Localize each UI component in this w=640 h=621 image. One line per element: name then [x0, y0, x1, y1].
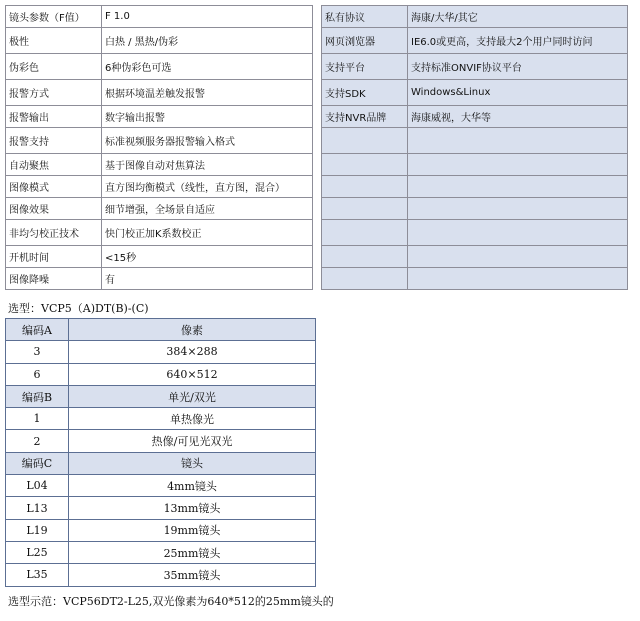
column-gap [313, 54, 322, 80]
spec-value: 数字输出报警 [102, 106, 313, 128]
code-value: 6 [6, 363, 69, 385]
spec-label: 图像模式 [6, 176, 102, 198]
code-description: 19mm镜头 [69, 519, 316, 541]
spec-value: 快门校正加K系数校正 [102, 220, 313, 246]
spec-table [5, 5, 628, 290]
code-row [6, 341, 316, 363]
spec-value: 有 [102, 268, 313, 290]
code-row [6, 475, 316, 497]
spec-row [6, 6, 628, 28]
spec-row [6, 176, 628, 198]
spec-row [6, 246, 628, 268]
code-description: 640×512 [69, 363, 316, 385]
code-value: 1 [6, 408, 69, 430]
column-gap [313, 6, 322, 28]
spec-value: 6种伪彩色可选 [102, 54, 313, 80]
code-value: L35 [6, 564, 69, 586]
spec-value-right: Windows&Linux [408, 80, 628, 106]
code-description: 热像/可见光双光 [69, 430, 316, 452]
spec-value: 基于图像自动对焦算法 [102, 154, 313, 176]
spec-value: 细节增强，全场景自适应 [102, 198, 313, 220]
code-description: 4mm镜头 [69, 475, 316, 497]
code-header-cell: 镜头 [69, 452, 316, 474]
spec-row [6, 198, 628, 220]
column-gap [313, 220, 322, 246]
code-row [6, 564, 316, 586]
code-header-cell: 像素 [69, 319, 316, 341]
spec-value-right [408, 246, 628, 268]
code-value: L13 [6, 497, 69, 519]
code-description: 35mm镜头 [69, 564, 316, 586]
column-gap [313, 106, 322, 128]
column-gap [313, 154, 322, 176]
spec-label: 自动聚焦 [6, 154, 102, 176]
code-description: 单热像光 [69, 408, 316, 430]
spec-label: 报警支持 [6, 128, 102, 154]
column-gap [313, 176, 322, 198]
spec-value: <15秒 [102, 246, 313, 268]
spec-value-right [408, 154, 628, 176]
code-row [6, 363, 316, 385]
code-header-cell: 单光/双光 [69, 385, 316, 407]
spec-value-right [408, 198, 628, 220]
model-selection-label: 选型：VCP5（A)DT(B)-(C) [8, 302, 149, 315]
model-code-table [5, 318, 316, 587]
column-gap [313, 80, 322, 106]
spec-row [6, 268, 628, 290]
code-value: L04 [6, 475, 69, 497]
spec-value-right [408, 176, 628, 198]
spec-value: 标准视频服务器报警输入格式 [102, 128, 313, 154]
spec-value-right [408, 128, 628, 154]
spec-label-right [322, 198, 408, 220]
spec-label: 报警方式 [6, 80, 102, 106]
spec-label: 镜头参数（F值） [6, 6, 102, 28]
code-description: 13mm镜头 [69, 497, 316, 519]
code-value: 3 [6, 341, 69, 363]
spec-label-right: 支持SDK [322, 80, 408, 106]
code-header-row [6, 319, 316, 341]
spec-value-right [408, 220, 628, 246]
spec-value: 根据环境温差触发报警 [102, 80, 313, 106]
code-row [6, 408, 316, 430]
spec-label-right: 网页浏览器 [322, 28, 408, 54]
code-header-cell: 编码A [6, 319, 69, 341]
spec-value-right: 海康威视，大华等 [408, 106, 628, 128]
column-gap [313, 268, 322, 290]
spec-value: 直方图均衡模式（线性，直方图，混合） [102, 176, 313, 198]
spec-row [6, 106, 628, 128]
spec-row [6, 54, 628, 80]
model-example-label: 选型示范：VCP56DT2-L25,双光像素为640*512的25mm镜头的 [8, 595, 334, 608]
spec-row [6, 28, 628, 54]
spec-value-right: IE6.0或更高，支持最大2个用户同时访问 [408, 28, 628, 54]
spec-label-right [322, 154, 408, 176]
code-header-cell: 编码B [6, 385, 69, 407]
spec-label-right [322, 246, 408, 268]
column-gap [313, 246, 322, 268]
spec-label: 图像效果 [6, 198, 102, 220]
spec-label: 开机时间 [6, 246, 102, 268]
spec-label-right [322, 268, 408, 290]
spec-row [6, 128, 628, 154]
code-header-row [6, 452, 316, 474]
code-header-row [6, 385, 316, 407]
spec-label: 报警输出 [6, 106, 102, 128]
spec-value: F 1.0 [102, 6, 313, 28]
spec-label-right: 支持平台 [322, 54, 408, 80]
spec-value-right: 支持标准ONVIF协议平台 [408, 54, 628, 80]
code-value: L25 [6, 541, 69, 563]
code-row [6, 430, 316, 452]
spec-label-right [322, 176, 408, 198]
spec-row [6, 220, 628, 246]
code-value: L19 [6, 519, 69, 541]
spec-label-right [322, 128, 408, 154]
spec-value-right: 海康/大华/其它 [408, 6, 628, 28]
spec-value: 白热 / 黑热/伪彩 [102, 28, 313, 54]
code-header-cell: 编码C [6, 452, 69, 474]
spec-row [6, 154, 628, 176]
spec-label: 伪彩色 [6, 54, 102, 80]
spec-row [6, 80, 628, 106]
code-row [6, 519, 316, 541]
column-gap [313, 198, 322, 220]
spec-label-right: 私有协议 [322, 6, 408, 28]
spec-label: 图像降噪 [6, 268, 102, 290]
code-description: 384×288 [69, 341, 316, 363]
column-gap [313, 28, 322, 54]
spec-label-right [322, 220, 408, 246]
code-row [6, 541, 316, 563]
code-value: 2 [6, 430, 69, 452]
column-gap [313, 128, 322, 154]
spec-label: 极性 [6, 28, 102, 54]
code-description: 25mm镜头 [69, 541, 316, 563]
spec-value-right [408, 268, 628, 290]
spec-label: 非均匀校正技术 [6, 220, 102, 246]
code-row [6, 497, 316, 519]
spec-label-right: 支持NVR品牌 [322, 106, 408, 128]
